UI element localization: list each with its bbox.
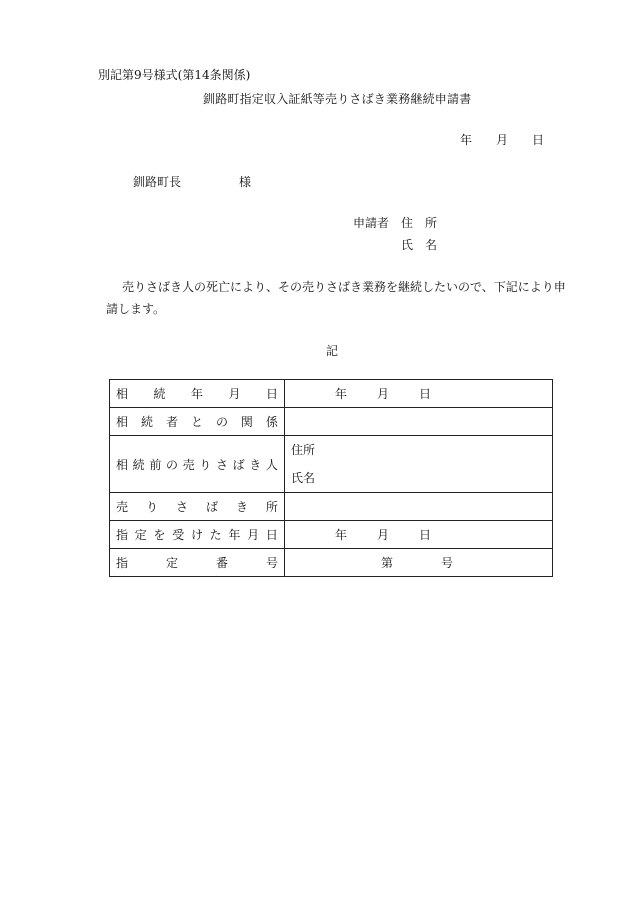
table-row <box>110 408 553 436</box>
application-date <box>460 131 544 148</box>
day-label: 日 <box>419 528 432 542</box>
row-label-sales-office <box>110 493 285 521</box>
designation-number-field[interactable] <box>285 549 553 577</box>
table-row <box>110 436 553 493</box>
year-label: 年 <box>335 528 348 542</box>
document-title: 釧路町指定収入証紙等売りさばき業務継続申請書 <box>203 92 472 106</box>
table-row <box>110 549 553 577</box>
row-label-inheritance-date <box>110 380 285 408</box>
sales-office-field[interactable] <box>285 493 553 521</box>
row-label-text: 指 定 番 号 <box>116 556 278 570</box>
month-label: 月 <box>377 528 390 542</box>
table-row <box>110 380 553 408</box>
inheritance-date-field[interactable] <box>285 380 553 408</box>
body-text: 売りさばき人の死亡により、その売りさばき業務を継続したいので、下記により申請します。 <box>106 280 566 316</box>
ki-heading: 記 <box>326 344 339 358</box>
applicant-address-label: 住所 <box>401 216 450 230</box>
application-table <box>109 379 553 577</box>
designation-date-field[interactable] <box>285 521 553 549</box>
row-label-text: 相 続 年 月 日 <box>116 387 278 401</box>
relationship-field[interactable] <box>285 408 553 436</box>
table-row <box>110 493 553 521</box>
date-year-label: 年 <box>460 133 473 147</box>
previous-seller-field[interactable] <box>285 436 553 493</box>
previous-seller-address-label: 住所 <box>291 443 316 457</box>
month-label: 月 <box>377 387 390 401</box>
row-label-text: 相 続 前 の 売 り さ ば き 人 <box>116 457 278 472</box>
row-label-text: 相 続 者 と の 関 係 <box>116 415 278 429</box>
applicant-name-label: 氏名 <box>401 238 450 252</box>
row-label-designation-number <box>110 549 285 577</box>
form-number: 別記第9号様式(第14条関係) <box>98 68 251 82</box>
year-label: 年 <box>335 387 348 401</box>
row-label-designation-date <box>110 521 285 549</box>
day-label: 日 <box>419 387 432 401</box>
previous-seller-name-label: 氏名 <box>291 471 316 485</box>
table-row <box>110 521 553 549</box>
row-label-text: 指 定 を 受 け た 年 月 日 <box>116 528 278 542</box>
addressee-honorific: 様 <box>239 175 252 189</box>
row-label-text: 売 り さ ば き 所 <box>116 500 278 514</box>
applicant-block <box>353 214 449 258</box>
addressee-name: 釧路町長 <box>133 175 182 189</box>
date-month-label: 月 <box>496 133 509 147</box>
row-label-relationship <box>110 408 285 436</box>
applicant-label: 申請者 <box>353 216 390 230</box>
addressee <box>133 173 251 190</box>
row-label-previous-seller <box>110 436 285 493</box>
date-day-label: 日 <box>532 133 545 147</box>
number-suffix: 号 <box>441 556 454 570</box>
number-prefix: 第 <box>381 556 394 570</box>
